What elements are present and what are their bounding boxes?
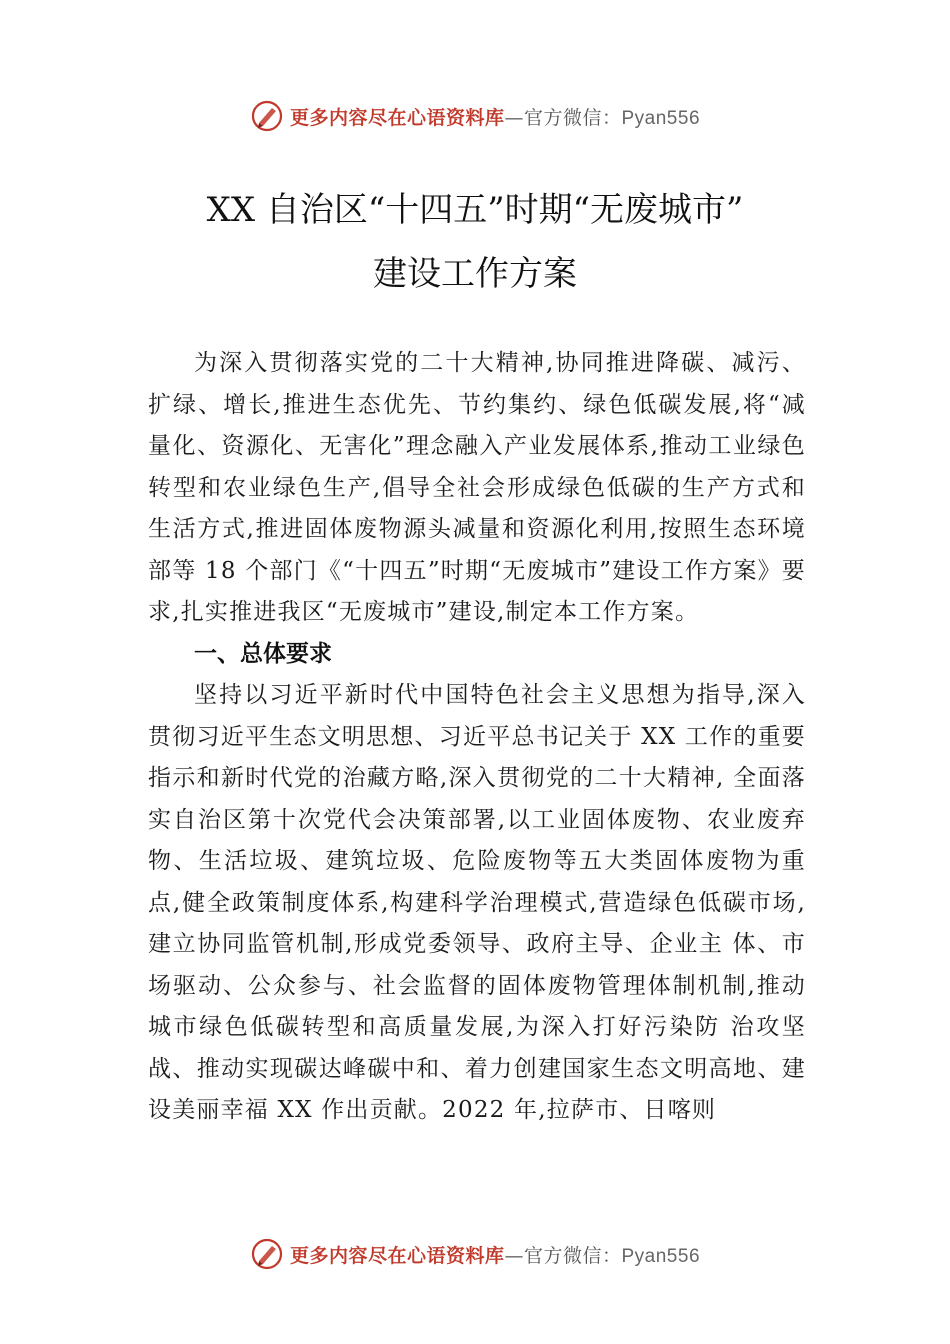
watermark-text	[290, 1241, 700, 1268]
document-body	[148, 343, 806, 1132]
document-title-line-1: XX 自治区“十四五”时期“无废城市”	[206, 190, 744, 230]
watermark-header	[0, 96, 950, 136]
section-heading-general-requirements: 一、总体要求	[194, 640, 332, 667]
document-title-line-2: 建设工作方案	[373, 254, 577, 294]
pen-logo-icon	[250, 99, 284, 133]
watermark-footer	[0, 1234, 950, 1274]
watermark-wechat-id: Pyan556	[621, 107, 701, 129]
watermark-label: 官方微信：	[523, 106, 622, 129]
watermark-wechat-id: Pyan556	[621, 1245, 701, 1267]
general-requirements-paragraph: 坚持以习近平新时代中国特色社会主义思想为指导,深入贯彻习近平生态文明思想、习近平总书记关于 XX 工作的重要指示和新时代党的治藏方略,深入贯彻党的二十大精神, 全面落实自治区第十次党代会决策部署,以工业固体废物、农业废弃物、生活垃圾、建筑垃圾、危险废物等五大类固体废物为重点,健全政策制度体系,构建科学治理模式,营造绿色低碳市场,建立协同监管机制,形成党委领导、政府主导、企业主 体、市场驱动、公众参与、社会监督的固体废物管理体制机制,推动城市绿色低碳转型和高质量发展,为深入打好污染防 治攻坚战、推动实现碳达峰碳中和、着力创建国家生态文明高地、建设美丽幸福 XX 作出贡献。2022 年,拉萨市、日喀则	[148, 682, 806, 1123]
intro-paragraph: 为深入贯彻落实党的二十大精神,协同推进降碳、减污、扩绿、增长,推进生态优先、节约集约、绿色低碳发展,将“减量化、资源化、无害化”理念融入产业发展体系,推动工业绿色转型和农业绿色生产,倡导全社会形成绿色低碳的生产方式和生活方式,推进固体废物源头减量和资源化利用,按照生态环境部等 18 个部门《“十四五”时期“无废城市”建设工作方案》要求,扎实推进我区“无废城市”建设,制定本工作方案。	[148, 350, 806, 625]
watermark-brand: 更多内容尽在心语资料库	[289, 1244, 505, 1267]
watermark-dash: —	[504, 106, 524, 129]
pen-logo-icon	[250, 1237, 284, 1271]
watermark-text	[290, 103, 700, 130]
watermark-brand: 更多内容尽在心语资料库	[289, 106, 505, 129]
watermark-label: 官方微信：	[523, 1244, 622, 1267]
watermark-dash: —	[504, 1244, 524, 1267]
